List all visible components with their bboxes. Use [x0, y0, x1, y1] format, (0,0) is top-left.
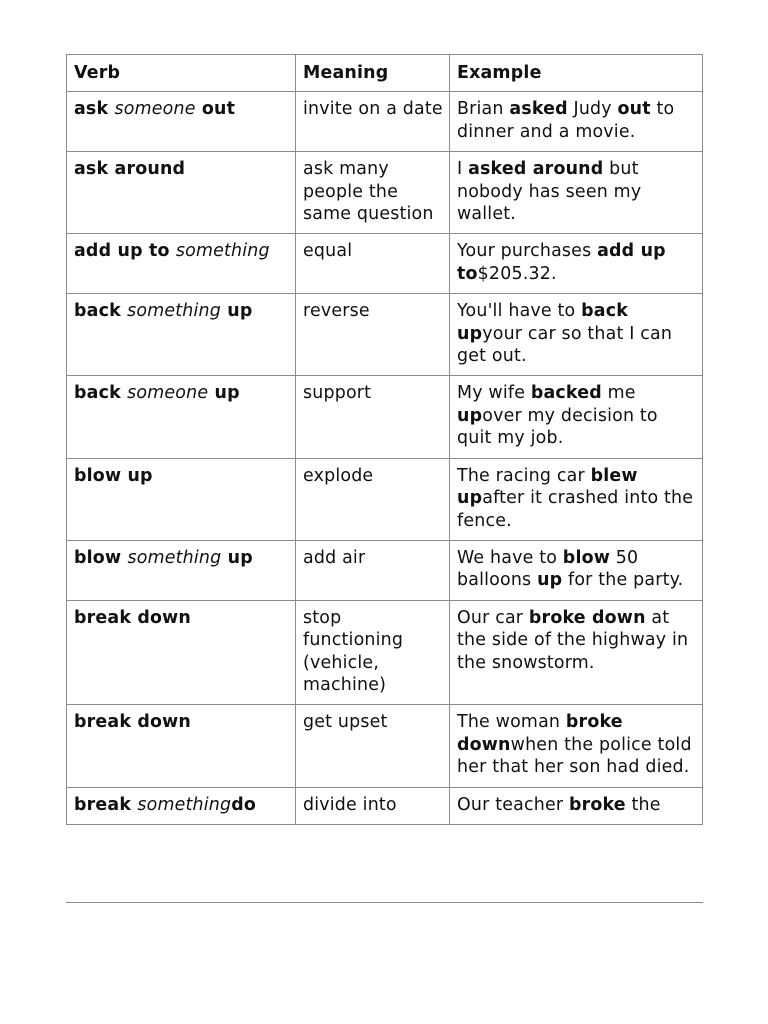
example-cell	[450, 600, 703, 705]
meaning-text: get upset	[303, 712, 388, 733]
example-text: Your purchases	[457, 241, 598, 262]
verb-cell	[67, 376, 296, 458]
example-text: Our car	[457, 607, 529, 628]
example-text: blow	[562, 547, 611, 568]
example-cell	[450, 294, 703, 376]
verb-text: something	[127, 547, 222, 568]
verb-cell	[67, 294, 296, 376]
table-body	[67, 55, 703, 825]
column-header-example	[450, 55, 703, 92]
verb-text: break down	[74, 712, 192, 733]
example-cell	[450, 234, 703, 294]
example-text: asked	[509, 99, 568, 120]
meaning-text: support	[303, 383, 372, 404]
table-row	[67, 294, 703, 376]
verb-text: ask	[74, 99, 115, 120]
table-row	[67, 92, 703, 152]
verb-cell	[67, 787, 296, 824]
example-cell	[450, 787, 703, 824]
verb-cell	[67, 152, 296, 234]
example-text: for the party.	[562, 570, 684, 591]
meaning-text: equal	[303, 241, 353, 262]
example-text: asked around	[468, 159, 604, 180]
verb-text: add up to	[74, 241, 176, 262]
column-header-verb-label: Verb	[74, 63, 121, 83]
verb-text: something	[137, 794, 232, 815]
verb-text: someone	[127, 383, 209, 404]
table-row	[67, 234, 703, 294]
verb-text: up	[208, 383, 240, 404]
meaning-cell	[296, 705, 450, 787]
example-cell	[450, 92, 703, 152]
verb-text: back	[74, 301, 128, 322]
example-text: out	[617, 99, 651, 120]
example-cell	[450, 376, 703, 458]
column-header-meaning-label: Meaning	[303, 63, 389, 83]
example-text: after it crashed into the fence.	[457, 488, 694, 531]
meaning-cell	[296, 152, 450, 234]
example-text: The woman	[457, 712, 566, 733]
meaning-cell	[296, 458, 450, 540]
verb-text: out	[195, 99, 236, 120]
verb-cell	[67, 540, 296, 600]
example-text: My wife	[457, 383, 531, 404]
table-bottom-border	[66, 902, 703, 903]
meaning-text: invite on a date	[303, 99, 443, 120]
table-header-row	[67, 55, 703, 92]
example-text: over my decision to quit my job.	[457, 405, 658, 449]
example-text: The racing car	[457, 465, 591, 486]
meaning-text: explode	[303, 465, 374, 486]
phrasal-verb-table-container	[66, 54, 703, 903]
meaning-cell	[296, 294, 450, 376]
verb-cell	[67, 600, 296, 705]
example-text: I	[457, 159, 469, 180]
meaning-text: divide into	[303, 794, 397, 815]
example-text: broke down	[457, 712, 623, 755]
example-cell	[450, 458, 703, 540]
phrasal-verb-table	[66, 54, 703, 825]
verb-text: something	[175, 241, 270, 262]
meaning-text: stop functioning (vehicle, machine)	[303, 607, 404, 695]
example-text: me	[601, 383, 636, 404]
example-cell	[450, 152, 703, 234]
meaning-text: add air	[303, 547, 366, 568]
example-text: broke	[568, 794, 626, 815]
example-text: the	[625, 794, 661, 815]
column-header-meaning	[296, 55, 450, 92]
meaning-text: ask many people the same question	[303, 159, 434, 225]
meaning-cell	[296, 92, 450, 152]
verb-cell	[67, 705, 296, 787]
column-header-verb	[67, 55, 296, 92]
meaning-text: reverse	[303, 301, 370, 322]
example-text: to dinner and a movie.	[457, 99, 675, 142]
verb-text: blow up	[74, 465, 153, 486]
example-text: We have to	[457, 547, 563, 568]
table-row	[67, 458, 703, 540]
verb-text: up	[221, 301, 253, 322]
example-cell	[450, 705, 703, 787]
column-header-example-label: Example	[457, 63, 542, 83]
example-text: back up	[457, 301, 628, 344]
example-text: your car so that I can get out.	[457, 323, 673, 367]
verb-text: ask around	[74, 159, 186, 180]
meaning-cell	[296, 600, 450, 705]
verb-text: someone	[114, 99, 196, 120]
verb-text: break	[74, 794, 138, 815]
verb-text: do	[231, 794, 257, 815]
table-row	[67, 705, 703, 787]
example-text: broke down	[528, 607, 646, 628]
verb-text: break down	[74, 607, 192, 628]
example-text: add up to	[457, 241, 666, 284]
table-row	[67, 787, 703, 824]
example-text: up	[457, 405, 483, 426]
example-text: $205.32.	[477, 263, 557, 284]
verb-cell	[67, 234, 296, 294]
example-text: when the police told her that her son had died.	[457, 734, 692, 778]
example-text: but nobody has seen my wallet.	[457, 159, 642, 225]
example-text: up	[537, 570, 563, 591]
example-text: at the side of the highway in the snowstorm.	[457, 607, 689, 673]
meaning-cell	[296, 376, 450, 458]
example-text: You'll have to	[457, 301, 582, 322]
table-row	[67, 600, 703, 705]
verb-cell	[67, 458, 296, 540]
verb-text: back	[74, 383, 128, 404]
verb-cell	[67, 92, 296, 152]
meaning-cell	[296, 540, 450, 600]
verb-text: something	[127, 301, 221, 322]
meaning-cell	[296, 234, 450, 294]
table-row	[67, 540, 703, 600]
example-text: Brian	[457, 99, 510, 120]
verb-text: up	[221, 547, 253, 568]
table-row	[67, 376, 703, 458]
meaning-cell	[296, 787, 450, 824]
example-text: 50 balloons	[457, 547, 639, 591]
example-text: Our teacher	[457, 794, 569, 815]
table-row	[67, 152, 703, 234]
example-text: Judy	[567, 99, 618, 120]
example-text: backed	[530, 383, 602, 404]
example-text: blew up	[457, 465, 638, 509]
verb-text: blow	[74, 547, 128, 568]
example-cell	[450, 540, 703, 600]
